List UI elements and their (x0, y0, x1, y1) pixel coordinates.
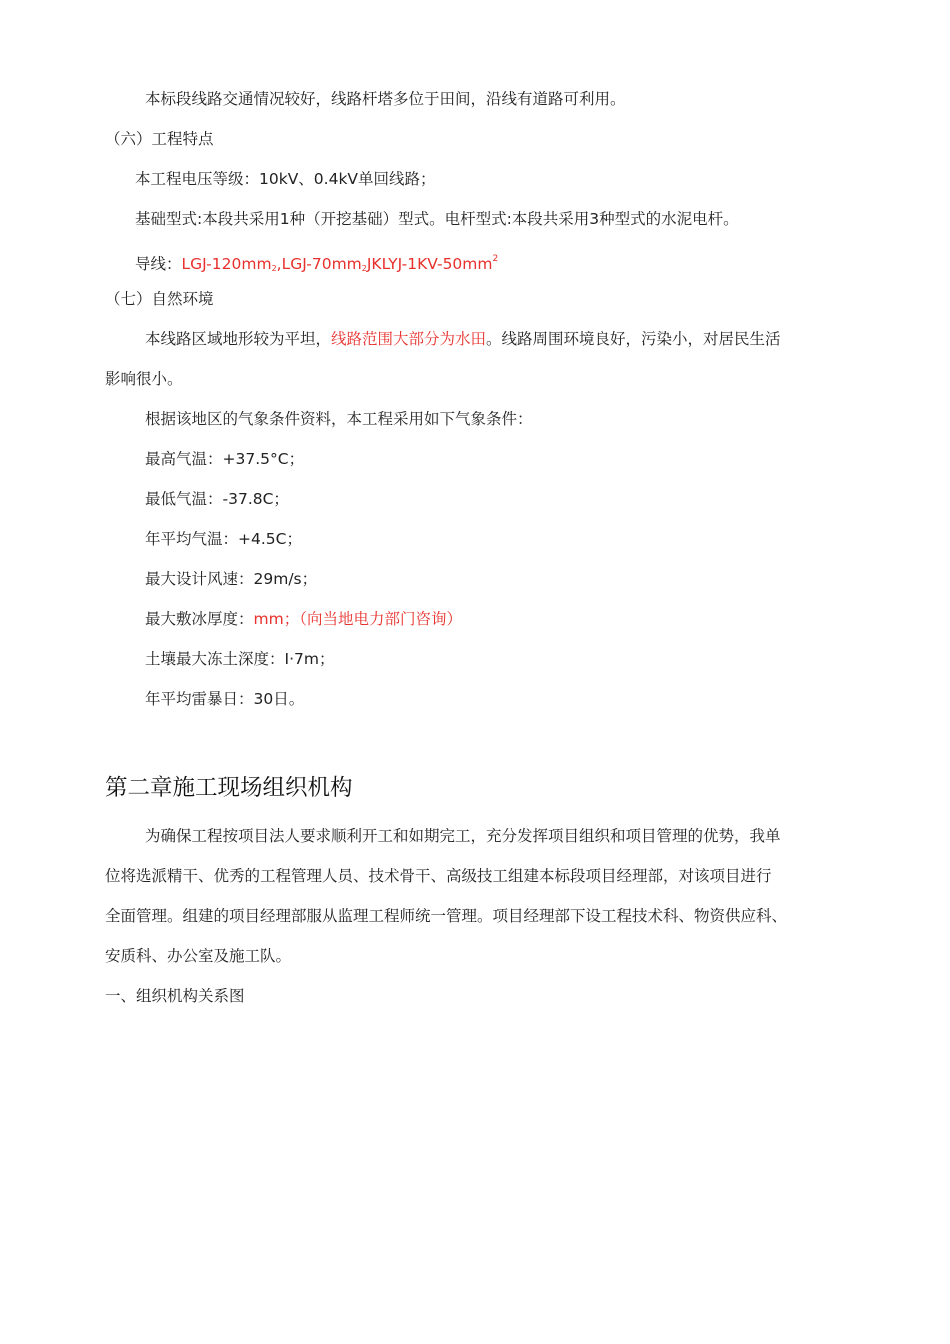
terrain-text-b: 。线路周围环境良好，污染小，对居民生活 (486, 330, 781, 348)
weather-intro: 根据该地区的气象条件资料，本工程采用如下气象条件： (145, 410, 533, 428)
conductor-sub-2: 2 (361, 264, 367, 273)
conductor-spec-1: LGJ-120mm (181, 255, 272, 273)
min-temp-item: 最低气温：-37.8C； (145, 490, 289, 508)
section7-heading: （七）自然环境 (105, 290, 214, 308)
thunder-days-item: 年平均雷暴日：30日。 (145, 690, 305, 708)
org-chart-subheading: 一、组织机构关系图 (105, 987, 245, 1005)
foundation-line: 基础型式:本段共采用1种（开挖基础）型式。电杆型式:本段共采用3种型式的水泥电杆。 (135, 210, 739, 228)
chapter2-title: 第二章施工现场组织机构 (105, 775, 353, 801)
frost-depth-item: 土壤最大冻土深度：I·7m； (145, 650, 335, 668)
ice-value: mm；（向当地电力部门咨询） (253, 610, 462, 628)
chapter2-paragraph-line-1: 为确保工程按项目法人要求顺利开工和如期完工，充分发挥项目组织和项目管理的优势，我单 (145, 827, 781, 845)
ice-thickness-item (145, 608, 462, 630)
wind-speed-item: 最大设计风速：29m/s； (145, 570, 318, 588)
conductor-sub-1: 2 (271, 264, 277, 273)
conductor-sup: 2 (492, 254, 499, 264)
max-temp-item: 最高气温：+37.5°C； (145, 450, 305, 468)
chapter2-paragraph-line-2: 位将选派精干、优秀的工程管理人员、技术骨干、高级技工组建本标段项目经理部，对该项目进行 (105, 867, 772, 885)
terrain-line-1 (145, 328, 781, 350)
ice-label: 最大敷冰厚度： (145, 610, 254, 628)
terrain-text-a: 本线路区域地形较为平坦， (145, 330, 332, 348)
terrain-line-2: 影响很小。 (105, 370, 183, 388)
conductor-label: 导线： (135, 255, 182, 273)
conductor-line (135, 248, 498, 280)
section6-heading: （六）工程特点 (105, 130, 214, 148)
traffic-paragraph: 本标段线路交通情况较好，线路杆塔多位于田间，沿线有道路可利用。 (145, 90, 626, 108)
terrain-highlight: 线路范围大部分为水田 (331, 330, 487, 348)
voltage-line: 本工程电压等级：10kV、0.4kV单回线路； (135, 170, 436, 188)
chapter2-paragraph-line-3: 全面管理。组建的项目经理部服从监理工程师统一管理。项目经理部下设工程技术科、物资供应科、 (105, 907, 788, 925)
avg-temp-item: 年平均气温：+4.5C； (145, 530, 302, 548)
chapter2-paragraph-line-4: 安质科、办公室及施工队。 (105, 947, 292, 965)
conductor-spec-3: JKLYJ-1KV-50mm (366, 255, 493, 273)
conductor-spec-2: ,LGJ-70mm (276, 255, 362, 273)
